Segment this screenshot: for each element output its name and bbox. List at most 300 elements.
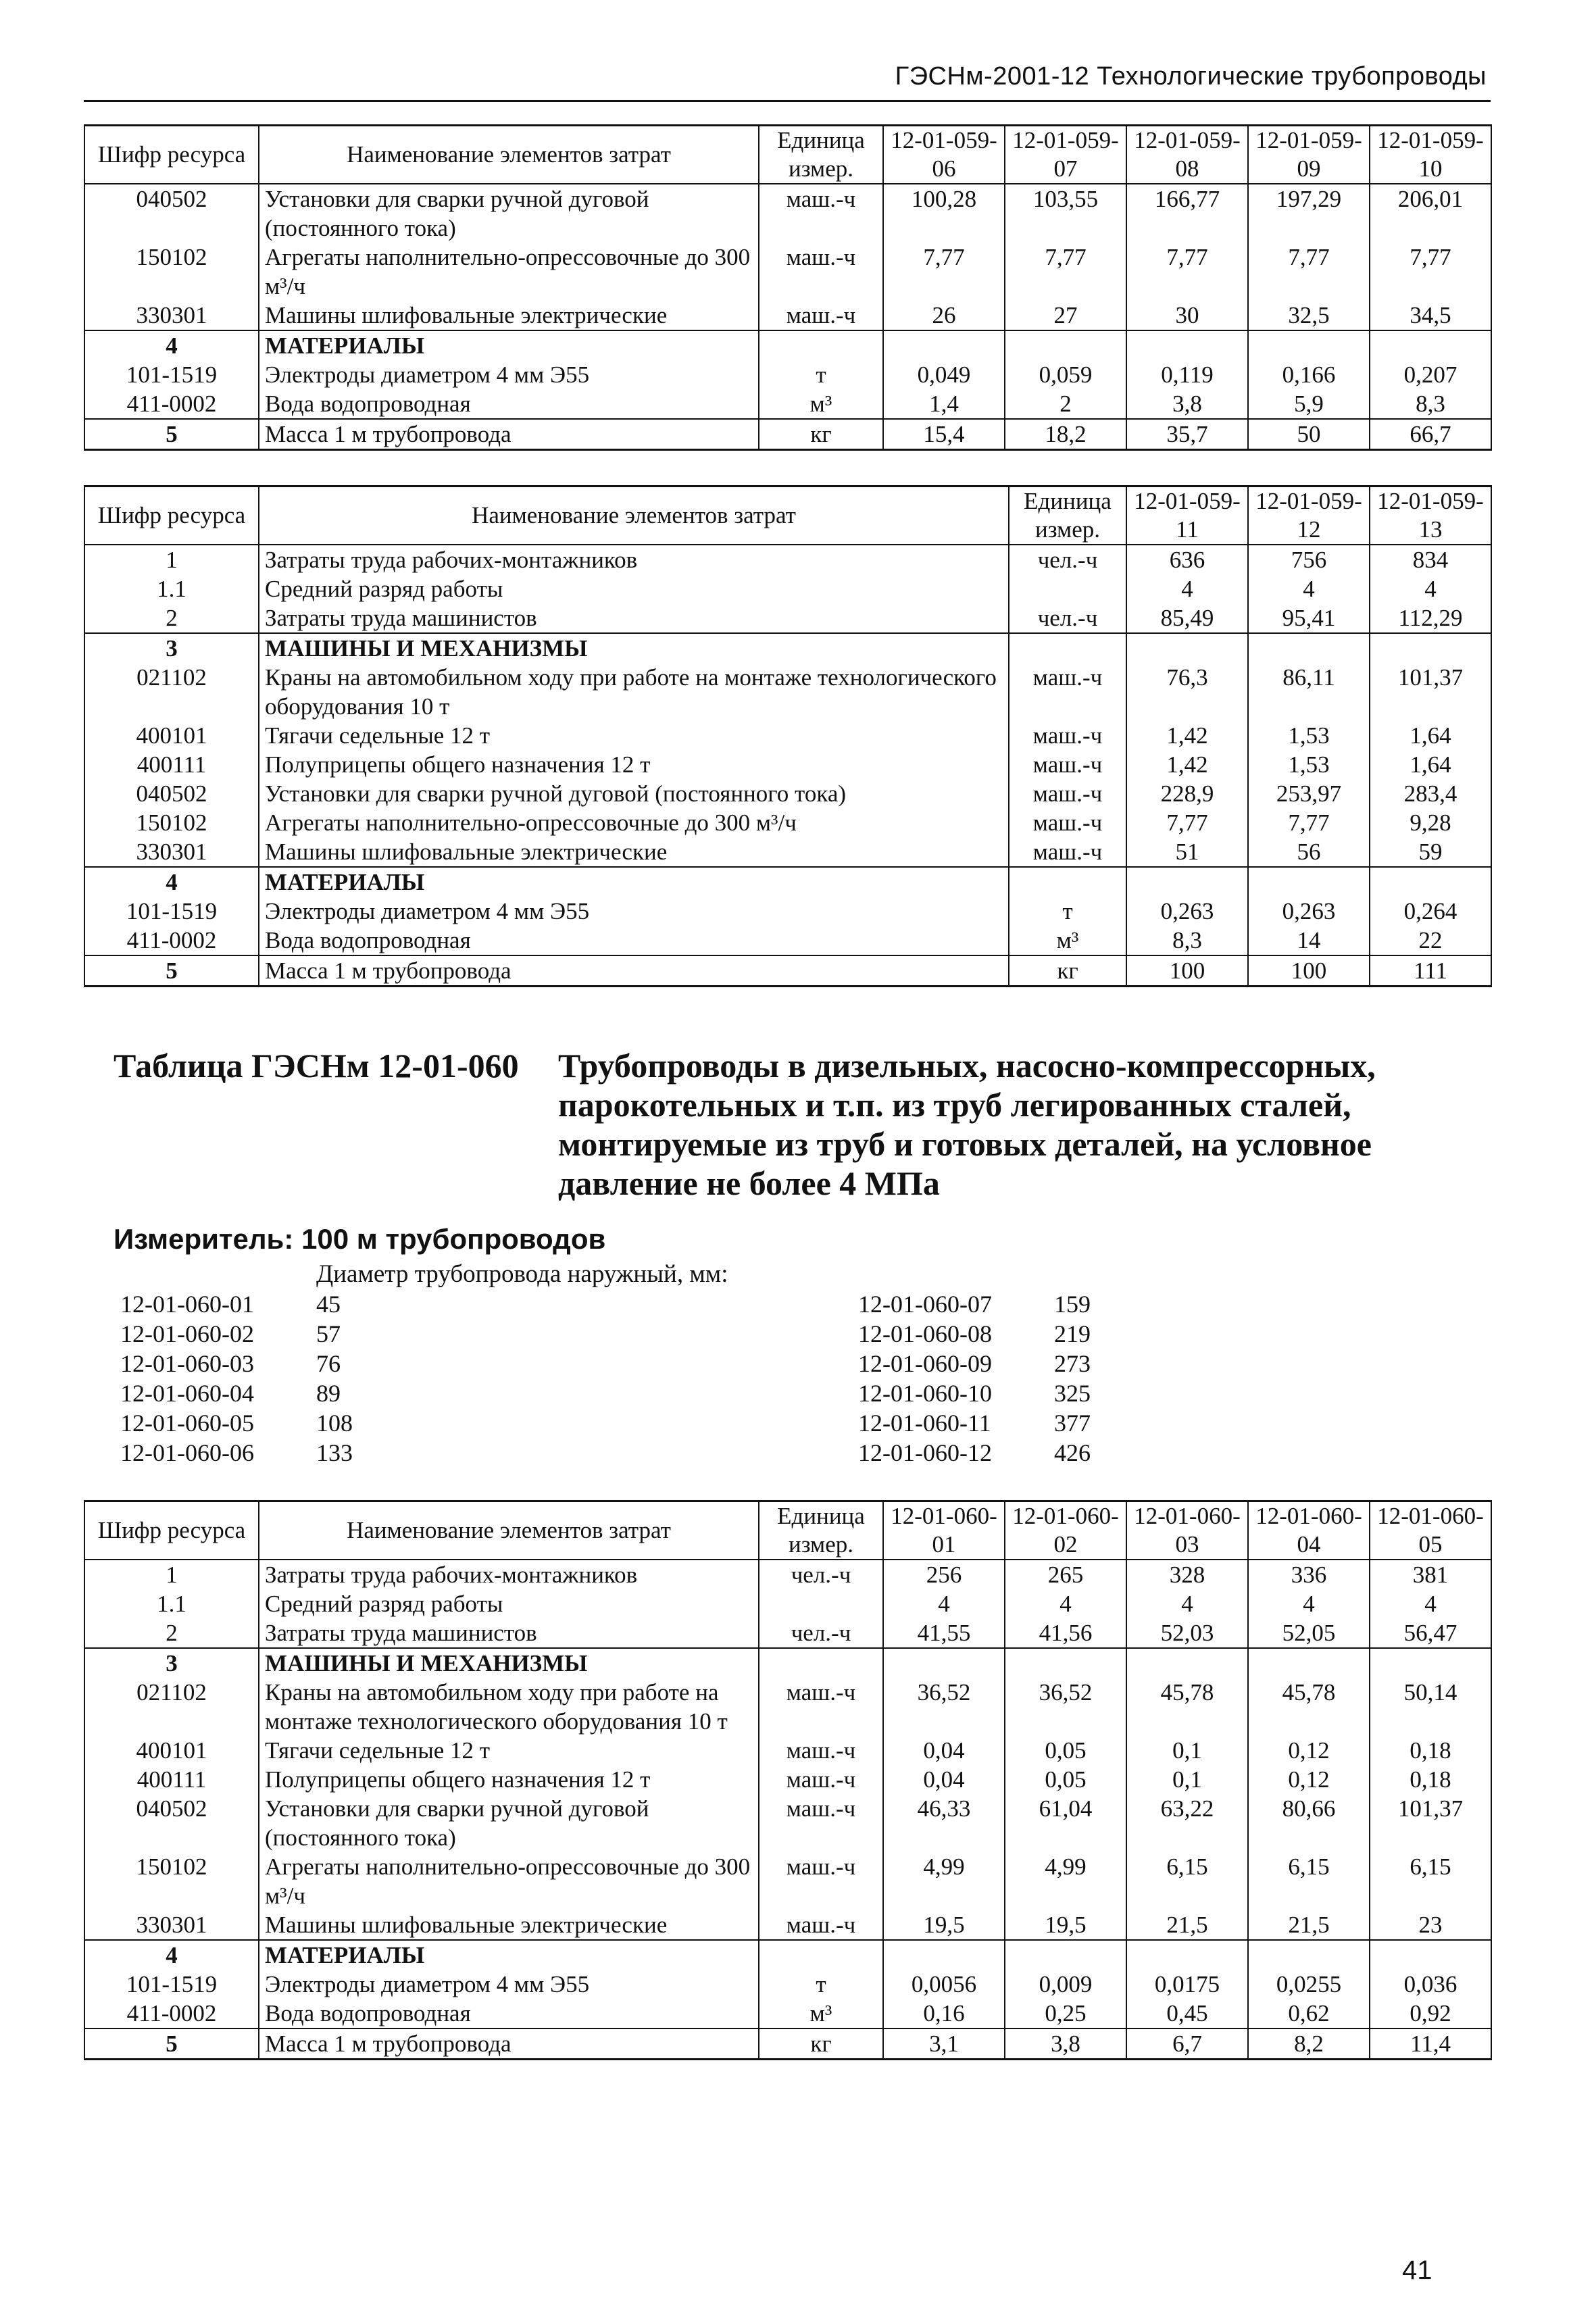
norm-value: 35,7 [1126,419,1248,450]
norm-code: 12-01-060-05 [120,1410,254,1437]
diameter-value: 159 [1054,1291,1091,1318]
norm-code: 12-01-060-12 [858,1439,992,1466]
norm-value: 34,5 [1370,301,1491,330]
section-row-materials [84,330,1491,360]
table-row [84,1910,1491,1940]
table-row [84,1560,1491,1589]
norm-code: 12-01-060-02 [120,1320,254,1347]
norm-value: 100,28 [883,184,1005,243]
resource-name: Вода водопроводная [259,1999,759,2028]
resource-code: 040502 [84,184,259,243]
resource-unit: кг [759,419,883,450]
resource-unit: маш.-ч [759,1852,883,1910]
norm-value: 0,1 [1126,1765,1248,1794]
norm-value: 3,8 [1005,2028,1126,2060]
resource-name: Машины шлифовальные электрические [259,837,1009,867]
norm-value: 0,049 [883,360,1005,389]
resource-unit: маш.-ч [1009,779,1126,808]
diameter-value: 426 [1054,1439,1091,1466]
resource-code: 1 [84,545,259,574]
resource-code: 040502 [84,779,259,808]
code-item [120,1349,397,1378]
resource-code: 5 [84,955,259,987]
col-header-norm: 12-01-059-10 [1370,126,1491,184]
norm-value: 834 [1370,545,1491,574]
col-header-norm: 12-01-059-11 [1126,487,1248,545]
resource-code: 5 [84,2028,259,2060]
resource-name: Машины шлифовальные электрические [259,1910,759,1940]
norm-value: 0,05 [1005,1765,1126,1794]
norm-value: 101,37 [1370,663,1491,721]
norm-code: 12-01-060-04 [120,1380,254,1407]
norm-value: 4 [1248,1589,1370,1618]
resource-code: 021102 [84,663,259,721]
table-row [84,779,1491,808]
col-header-norm: 12-01-059-06 [883,126,1005,184]
norm-value: 45,78 [1126,1678,1248,1736]
resource-unit: маш.-ч [759,1678,883,1736]
resource-name: Масса 1 м трубопровода [259,955,1009,987]
resource-unit: т [1009,897,1126,926]
code-item [120,1378,397,1408]
resource-code: 411-0002 [84,1999,259,2028]
norm-value: 23 [1370,1910,1491,1940]
resource-unit: м³ [759,389,883,419]
resource-code: 400101 [84,721,259,750]
resource-code: 101-1519 [84,897,259,926]
col-header-name: Наименование элементов затрат [259,487,1009,545]
diameter-value: 219 [1054,1320,1091,1347]
resource-unit: маш.-ч [759,184,883,243]
resource-name: Затраты труда машинистов [259,603,1009,633]
table-row [84,603,1491,633]
resource-name: Затраты труда рабочих-монтажников [259,545,1009,574]
resource-table-059-06-10 [84,124,1492,451]
norm-value: 63,22 [1126,1794,1248,1852]
resource-table-060-01-05 [84,1500,1492,2060]
norm-value: 32,5 [1248,301,1370,330]
resource-name: Агрегаты наполнительно-опрессовочные до 300 м³/ч [259,243,759,301]
norm-value: 4 [1370,574,1491,603]
norm-value: 45,78 [1248,1678,1370,1736]
col-header-norm: 12-01-059-12 [1248,487,1370,545]
resource-code: 2 [84,603,259,633]
norm-value: 27 [1005,301,1126,330]
norm-value: 4 [1005,1589,1126,1618]
norm-value: 1,53 [1248,721,1370,750]
norm-value: 52,03 [1126,1618,1248,1648]
col-header-unit: Единица измер. [1009,487,1126,545]
norm-value: 21,5 [1248,1910,1370,1940]
diameter-value: 377 [1054,1410,1091,1437]
norm-value: 3,8 [1126,389,1248,419]
diameter-value: 57 [316,1320,341,1347]
resource-unit: маш.-ч [759,1765,883,1794]
col-header-unit: Единица измер. [759,126,883,184]
table-row [84,243,1491,301]
norm-value: 36,52 [1005,1678,1126,1736]
col-header-norm: 12-01-059-07 [1005,126,1126,184]
norm-value: 256 [883,1560,1005,1589]
table-row [84,545,1491,574]
norm-value: 7,77 [883,243,1005,301]
resource-code: 411-0002 [84,926,259,955]
code-item [120,1408,397,1438]
table-row [84,926,1491,955]
norm-value: 265 [1005,1560,1126,1589]
norm-value: 7,77 [1248,243,1370,301]
norm-value: 336 [1248,1560,1370,1589]
code-item [858,1319,1135,1349]
resource-name: Тягачи седельные 12 т [259,721,1009,750]
code-item [858,1349,1135,1378]
norm-value: 0,18 [1370,1736,1491,1765]
code-item [120,1319,397,1349]
resource-unit [759,1589,883,1618]
resource-unit: кг [759,2028,883,2060]
resource-code: 040502 [84,1794,259,1852]
table-row [84,1589,1491,1618]
norm-code: 12-01-060-10 [858,1380,992,1407]
resource-name: Затраты труда машинистов [259,1618,759,1648]
table-row [84,1970,1491,1999]
norm-value: 15,4 [883,419,1005,450]
col-header-norm: 12-01-060-05 [1370,1501,1491,1560]
section-title: Трубопроводы в дизельных, насосно-компрессорных, парокотельных и т.п. из труб легированных сталей, монтируемые из труб и готовых деталей, на условное давление не более 4 МПа [558,1047,1376,1202]
norm-value: 4 [883,1589,1005,1618]
norm-value: 0,04 [883,1736,1005,1765]
resource-name: Краны на автомобильном ходу при работе на монтаже технологического оборудования 10 т [259,1678,759,1736]
table-row [84,750,1491,779]
norm-value: 6,15 [1370,1852,1491,1910]
mass-row [84,419,1491,450]
col-header-norm: 12-01-060-03 [1126,1501,1248,1560]
norm-value: 4 [1126,1589,1248,1618]
section-code: 3 [84,1648,259,1678]
norm-value: 103,55 [1005,184,1126,243]
norm-value: 6,7 [1126,2028,1248,2060]
resource-name: Установки для сварки ручной дуговой (постоянного тока) [259,184,759,243]
resource-name: Полуприцепы общего назначения 12 т [259,750,1009,779]
norm-value: 8,2 [1248,2028,1370,2060]
running-header: ГЭСНм-2001-12 Технологические трубопроводы [895,62,1487,91]
table-row [84,1678,1491,1736]
section-title: МАТЕРИАЛЫ [259,1940,759,1970]
table-row [84,1736,1491,1765]
code-item [120,1289,397,1319]
norm-value: 66,7 [1370,419,1491,450]
norm-value: 22 [1370,926,1491,955]
resource-unit: чел.-ч [1009,603,1126,633]
resource-unit: т [759,1970,883,1999]
norm-value: 4,99 [883,1852,1005,1910]
norm-value: 283,4 [1370,779,1491,808]
resource-code: 150102 [84,808,259,837]
table-row [84,897,1491,926]
resource-code: 411-0002 [84,389,259,419]
norm-value: 0,16 [883,1999,1005,2028]
norm-value: 9,28 [1370,808,1491,837]
norm-value: 18,2 [1005,419,1126,450]
table-row [84,1618,1491,1648]
norm-value: 7,77 [1248,808,1370,837]
norm-value: 6,15 [1248,1852,1370,1910]
norm-value: 1,4 [883,389,1005,419]
norm-value: 7,77 [1370,243,1491,301]
norm-value: 253,97 [1248,779,1370,808]
resource-name: Средний разряд работы [259,1589,759,1618]
norm-value: 52,05 [1248,1618,1370,1648]
norm-value: 0,05 [1005,1736,1126,1765]
diameter-value: 89 [316,1380,341,1407]
norm-code: 12-01-060-11 [858,1410,991,1437]
norm-code: 12-01-060-01 [120,1291,254,1318]
section-title: МАШИНЫ И МЕХАНИЗМЫ [259,633,1009,663]
col-header-norm: 12-01-060-04 [1248,1501,1370,1560]
norm-value: 19,5 [1005,1910,1126,1940]
norm-value: 381 [1370,1560,1491,1589]
section-row-machines [84,633,1491,663]
norm-value: 756 [1248,545,1370,574]
norm-value: 11,4 [1370,2028,1491,2060]
section-title: МАТЕРИАЛЫ [259,330,759,360]
norm-value: 4 [1370,1589,1491,1618]
resource-unit: чел.-ч [759,1618,883,1648]
resource-name: Масса 1 м трубопровода [259,2028,759,2060]
diameter-label: Диаметр трубопровода наружный, мм: [316,1260,728,1288]
section-code: 4 [84,1940,259,1970]
resource-code: 330301 [84,837,259,867]
diameter-value: 108 [316,1410,353,1437]
norm-value: 50 [1248,419,1370,450]
diameter-value: 45 [316,1291,341,1318]
table-row [84,1765,1491,1794]
resource-name: Средний разряд работы [259,574,1009,603]
norm-value: 100 [1126,955,1248,987]
norm-value: 0,059 [1005,360,1126,389]
code-item [858,1378,1135,1408]
code-item [120,1438,397,1468]
resource-name: Тягачи седельные 12 т [259,1736,759,1765]
code-item [858,1438,1135,1468]
norm-value: 636 [1126,545,1248,574]
norm-value: 61,04 [1005,1794,1126,1852]
norm-value: 51 [1126,837,1248,867]
norm-value: 56 [1248,837,1370,867]
norm-value: 206,01 [1370,184,1491,243]
norm-value: 101,37 [1370,1794,1491,1852]
col-header-code: Шифр ресурса [84,1501,259,1560]
mass-row [84,955,1491,987]
norm-value: 111 [1370,955,1491,987]
resource-name: Вода водопроводная [259,389,759,419]
norm-value: 7,77 [1126,243,1248,301]
norm-value: 0,166 [1248,360,1370,389]
resource-name: Агрегаты наполнительно-опрессовочные до 300 м³/ч [259,808,1009,837]
resource-unit: маш.-ч [759,243,883,301]
norm-value: 4 [1126,574,1248,603]
col-header-name: Наименование элементов затрат [259,126,759,184]
norm-value: 0,036 [1370,1970,1491,1999]
code-list-right [858,1289,1135,1468]
resource-code: 1 [84,1560,259,1589]
table-row [84,574,1491,603]
norm-value: 50,14 [1370,1678,1491,1736]
table-row [84,184,1491,243]
resource-name: Установки для сварки ручной дуговой (постоянного тока) [259,1794,759,1852]
section-row-materials [84,867,1491,897]
code-list-left [120,1289,397,1468]
norm-value: 1,64 [1370,750,1491,779]
resource-name: Масса 1 м трубопровода [259,419,759,450]
col-header-norm: 12-01-060-01 [883,1501,1005,1560]
code-item [858,1408,1135,1438]
section-code: 4 [84,867,259,897]
table-row [84,1999,1491,2028]
col-header-norm: 12-01-060-02 [1005,1501,1126,1560]
resource-unit: кг [1009,955,1126,987]
resource-name: Установки для сварки ручной дуговой (постоянного тока) [259,779,1009,808]
resource-name: Полуприцепы общего назначения 12 т [259,1765,759,1794]
col-header-code: Шифр ресурса [84,487,259,545]
norm-value: 4,99 [1005,1852,1126,1910]
section-code: 3 [84,633,259,663]
table-header-row [84,126,1491,184]
resource-name: Электроды диаметром 4 мм Э55 [259,897,1009,926]
page-number: 41 [1402,2256,1432,2285]
resource-code: 150102 [84,243,259,301]
resource-code: 101-1519 [84,1970,259,1999]
resource-code: 2 [84,1618,259,1648]
norm-value: 0,009 [1005,1970,1126,1999]
header-rule [84,100,1491,102]
resource-code: 330301 [84,301,259,330]
norm-value: 86,11 [1248,663,1370,721]
norm-value: 1,42 [1126,721,1248,750]
norm-value: 6,15 [1126,1852,1248,1910]
norm-value: 112,29 [1370,603,1491,633]
norm-value: 26 [883,301,1005,330]
norm-code: 12-01-060-09 [858,1350,992,1377]
norm-value: 0,119 [1126,360,1248,389]
norm-value: 4 [1248,574,1370,603]
norm-value: 0,264 [1370,897,1491,926]
table-row [84,389,1491,419]
measure-unit: Измеритель: 100 м трубопроводов [114,1223,606,1255]
norm-value: 76,3 [1126,663,1248,721]
resource-code: 101-1519 [84,360,259,389]
table-row [84,1852,1491,1910]
col-header-norm: 12-01-059-09 [1248,126,1370,184]
norm-code: 12-01-060-08 [858,1320,992,1347]
norm-value: 85,49 [1126,603,1248,633]
section-row-materials [84,1940,1491,1970]
resource-name: Вода водопроводная [259,926,1009,955]
resource-unit: чел.-ч [759,1560,883,1589]
norm-value: 3,1 [883,2028,1005,2060]
resource-code: 400111 [84,750,259,779]
resource-unit: маш.-ч [1009,663,1126,721]
resource-name: Машины шлифовальные электрические [259,301,759,330]
col-header-unit: Единица измер. [759,1501,883,1560]
diameter-value: 325 [1054,1380,1091,1407]
table-row [84,301,1491,330]
table-row [84,808,1491,837]
table-row [84,663,1491,721]
resource-name: Затраты труда рабочих-монтажников [259,1560,759,1589]
table-row [84,837,1491,867]
norm-value: 0,04 [883,1765,1005,1794]
resource-code: 021102 [84,1678,259,1736]
resource-unit: маш.-ч [759,301,883,330]
resource-unit: м³ [759,1999,883,2028]
resource-unit [1009,574,1126,603]
table-row [84,721,1491,750]
table-row [84,360,1491,389]
table-row [84,1794,1491,1852]
table-label: Таблица ГЭСНм 12-01-060 [114,1047,519,1085]
norm-value: 5,9 [1248,389,1370,419]
resource-unit: маш.-ч [759,1736,883,1765]
resource-code: 400101 [84,1736,259,1765]
col-header-name: Наименование элементов затрат [259,1501,759,1560]
norm-value: 0,18 [1370,1765,1491,1794]
resource-code: 1.1 [84,1589,259,1618]
resource-unit: маш.-ч [1009,750,1126,779]
norm-value: 0,25 [1005,1999,1126,2028]
norm-value: 21,5 [1126,1910,1248,1940]
table-header-row [84,487,1491,545]
norm-code: 12-01-060-07 [858,1291,992,1318]
resource-unit: маш.-ч [1009,808,1126,837]
norm-value: 7,77 [1005,243,1126,301]
norm-value: 0,92 [1370,1999,1491,2028]
norm-value: 8,3 [1126,926,1248,955]
resource-code: 1.1 [84,574,259,603]
norm-value: 41,55 [883,1618,1005,1648]
resource-unit: т [759,360,883,389]
resource-unit: маш.-ч [1009,837,1126,867]
norm-value: 36,52 [883,1678,1005,1736]
norm-value: 0,0255 [1248,1970,1370,1999]
diameter-value: 76 [316,1350,341,1377]
resource-name: Краны на автомобильном ходу при работе на монтаже технологического оборудования 10 т [259,663,1009,721]
norm-value: 1,53 [1248,750,1370,779]
norm-value: 166,77 [1126,184,1248,243]
norm-value: 19,5 [883,1910,1005,1940]
norm-value: 8,3 [1370,389,1491,419]
diameter-value: 273 [1054,1350,1091,1377]
norm-value: 0,45 [1126,1999,1248,2028]
norm-value: 95,41 [1248,603,1370,633]
norm-value: 0,1 [1126,1736,1248,1765]
resource-unit: м³ [1009,926,1126,955]
resource-unit: чел.-ч [1009,545,1126,574]
resource-code: 400111 [84,1765,259,1794]
norm-value: 0,0056 [883,1970,1005,1999]
resource-unit: маш.-ч [1009,721,1126,750]
norm-value: 7,77 [1126,808,1248,837]
norm-value: 59 [1370,837,1491,867]
norm-value: 80,66 [1248,1794,1370,1852]
norm-value: 197,29 [1248,184,1370,243]
section-title: МАШИНЫ И МЕХАНИЗМЫ [259,1648,759,1678]
resource-unit: маш.-ч [759,1910,883,1940]
norm-value: 2 [1005,389,1126,419]
norm-value: 0,12 [1248,1765,1370,1794]
norm-value: 328 [1126,1560,1248,1589]
code-item [858,1289,1135,1319]
